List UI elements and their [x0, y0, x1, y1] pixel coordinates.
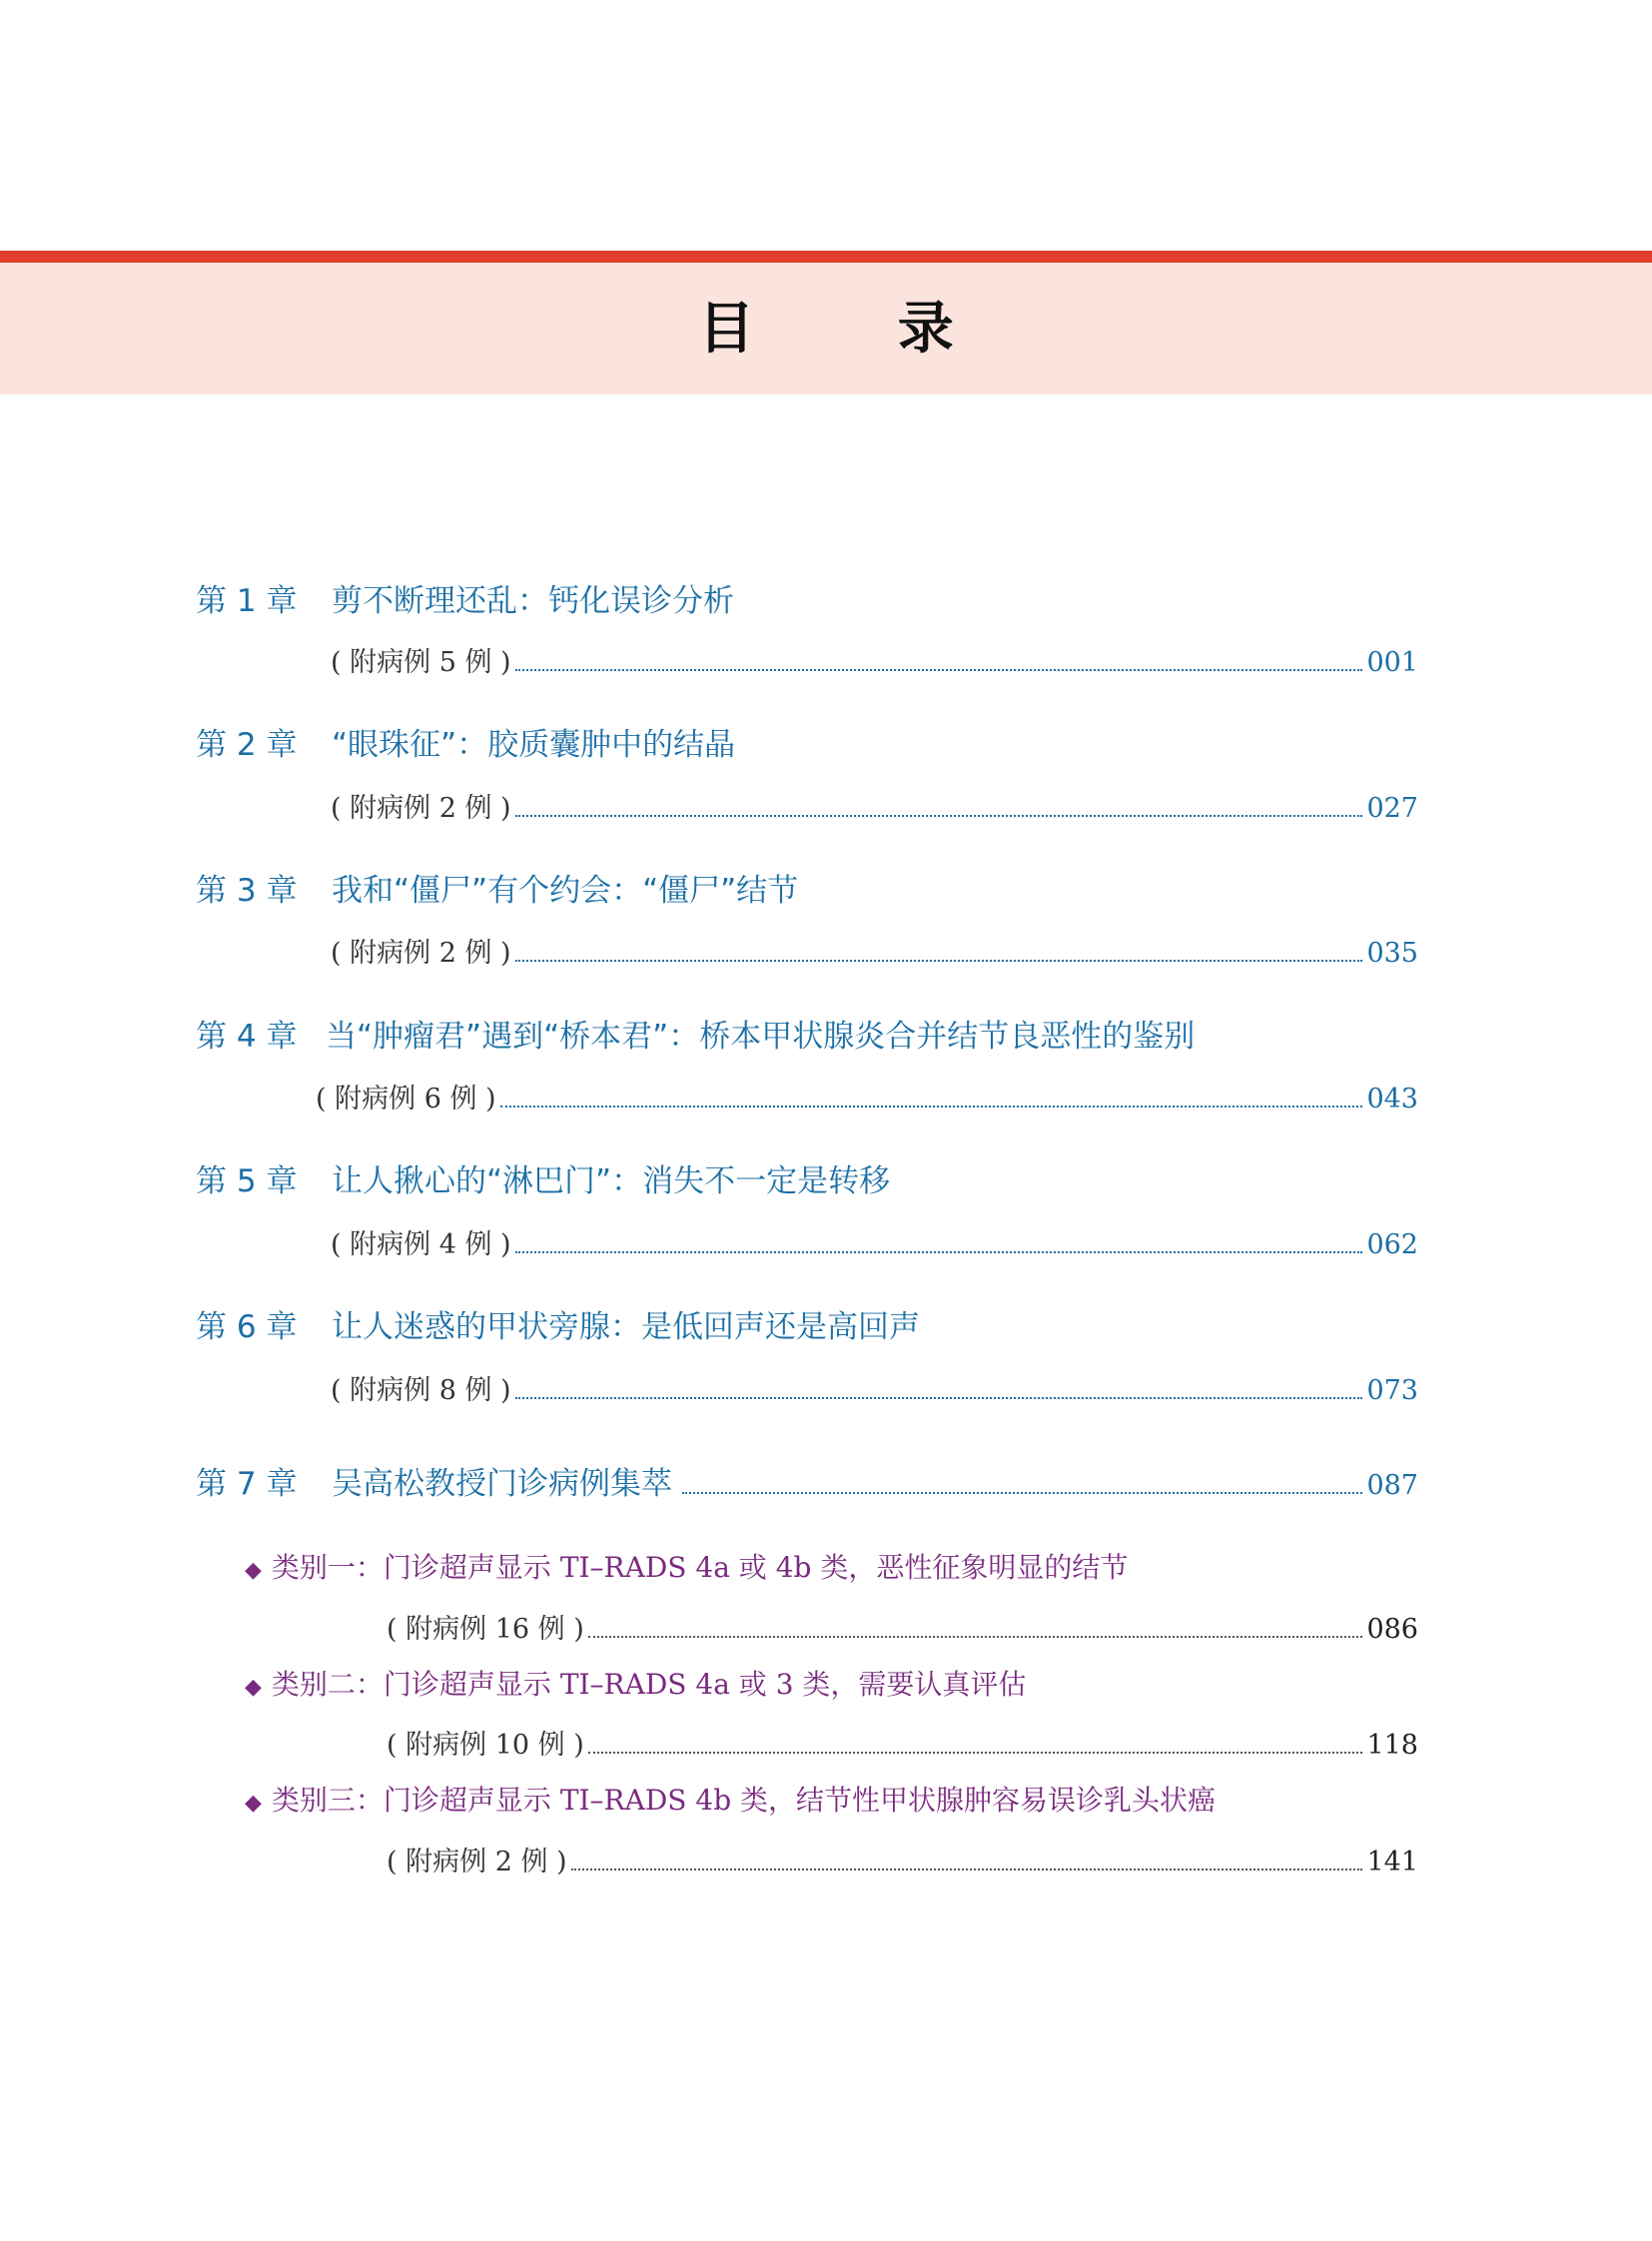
page-title: 目 录 — [698, 296, 1016, 362]
dot-leader — [588, 1752, 1363, 1754]
dot-leader — [500, 1106, 1363, 1108]
chapter-number: 第 5 章 — [196, 1163, 298, 1199]
toc-category-1[interactable] — [245, 1545, 1128, 1591]
toc-chapter-2[interactable] — [196, 720, 735, 770]
chapter-title: 吴高松教授门诊病例集萃 — [332, 1466, 672, 1502]
dot-leader — [571, 1868, 1363, 1870]
page-number: 118 — [1366, 1730, 1418, 1761]
dot-leader — [515, 669, 1363, 671]
case-count: ( 附病例 4 例 ) — [331, 1229, 511, 1260]
chapter-title: “眼珠征”：胶质囊肿中的结晶 — [332, 727, 736, 763]
toc-chapter-3[interactable] — [196, 866, 798, 916]
category-title: 类别一：门诊超声显示 TI–RADS 4a 或 4b 类，恶性征象明显的结节 — [271, 1551, 1129, 1584]
toc-chapter-1[interactable] — [196, 576, 734, 626]
dot-leader — [515, 815, 1363, 817]
page-number: 001 — [1366, 647, 1418, 678]
chapter-heading — [196, 1459, 672, 1509]
case-count: ( 附病例 2 例 ) — [331, 793, 511, 824]
chapter-number: 第 2 章 — [196, 727, 298, 763]
case-count: ( 附病例 10 例 ) — [387, 1730, 584, 1761]
diamond-icon: ◆ — [245, 1558, 262, 1583]
page-number: 073 — [1366, 1375, 1418, 1406]
toc-entry-2[interactable] — [331, 787, 1418, 831]
toc-entry-5[interactable] — [331, 1223, 1418, 1267]
chapter-title: 让人揪心的“淋巴门”：消失不一定是转移 — [332, 1163, 891, 1199]
case-count: ( 附病例 2 例 ) — [331, 938, 511, 969]
chapter-number: 第 4 章 — [196, 1019, 298, 1055]
toc-category-2[interactable] — [245, 1662, 1026, 1708]
case-count: ( 附病例 8 例 ) — [331, 1375, 511, 1406]
case-count: ( 附病例 5 例 ) — [331, 647, 511, 678]
page-number: 035 — [1366, 938, 1418, 969]
toc-category-entry-3[interactable] — [387, 1841, 1418, 1884]
chapter-number: 第 6 章 — [196, 1309, 298, 1345]
toc-category-entry-2[interactable] — [387, 1724, 1418, 1768]
chapter-title: 剪不断理还乱：钙化误诊分析 — [332, 583, 734, 619]
case-count: ( 附病例 6 例 ) — [316, 1084, 496, 1115]
dot-leader — [588, 1636, 1363, 1638]
chapter-title: 当“肿瘤君”遇到“桥本君”：桥本甲状腺炎合并结节良恶性的鉴别 — [326, 1019, 1196, 1055]
toc-category-entry-1[interactable] — [387, 1608, 1418, 1652]
category-title: 类别二：门诊超声显示 TI–RADS 4a 或 3 类，需要认真评估 — [271, 1668, 1027, 1701]
toc-entry-4[interactable] — [316, 1078, 1418, 1121]
chapter-number: 第 3 章 — [196, 873, 298, 909]
chapter-title: 让人迷惑的甲状旁腺：是低回声还是高回声 — [332, 1309, 920, 1345]
page-number: 027 — [1366, 793, 1418, 824]
toc-chapter-6[interactable] — [196, 1302, 920, 1352]
page-number: 086 — [1366, 1614, 1418, 1645]
case-count: ( 附病例 2 例 ) — [387, 1847, 567, 1877]
chapter-number: 第 7 章 — [196, 1466, 298, 1502]
category-title: 类别三：门诊超声显示 TI–RADS 4b 类，结节性甲状腺肿容易误诊乳头状癌 — [271, 1784, 1217, 1817]
chapter-title: 我和“僵尸”有个约会：“僵尸”结节 — [332, 873, 799, 909]
toc-chapter-7[interactable] — [196, 1459, 1418, 1509]
page-number: 141 — [1366, 1847, 1418, 1877]
dot-leader — [515, 1397, 1363, 1399]
toc-entry-3[interactable] — [331, 932, 1418, 976]
diamond-icon: ◆ — [245, 1791, 262, 1816]
page-number: 043 — [1366, 1084, 1418, 1115]
page-number: 087 — [1366, 1470, 1418, 1501]
page-number: 062 — [1366, 1229, 1418, 1260]
toc-chapter-5[interactable] — [196, 1156, 890, 1206]
dot-leader — [682, 1492, 1362, 1494]
toc-entry-6[interactable] — [331, 1369, 1418, 1413]
dot-leader — [515, 960, 1363, 962]
case-count: ( 附病例 16 例 ) — [387, 1614, 584, 1645]
toc-category-3[interactable] — [245, 1778, 1216, 1824]
dot-leader — [515, 1251, 1363, 1253]
chapter-number: 第 1 章 — [196, 583, 298, 619]
toc-chapter-4[interactable] — [196, 1012, 1195, 1062]
diamond-icon: ◆ — [245, 1675, 262, 1700]
toc-entry-1[interactable] — [331, 641, 1418, 685]
